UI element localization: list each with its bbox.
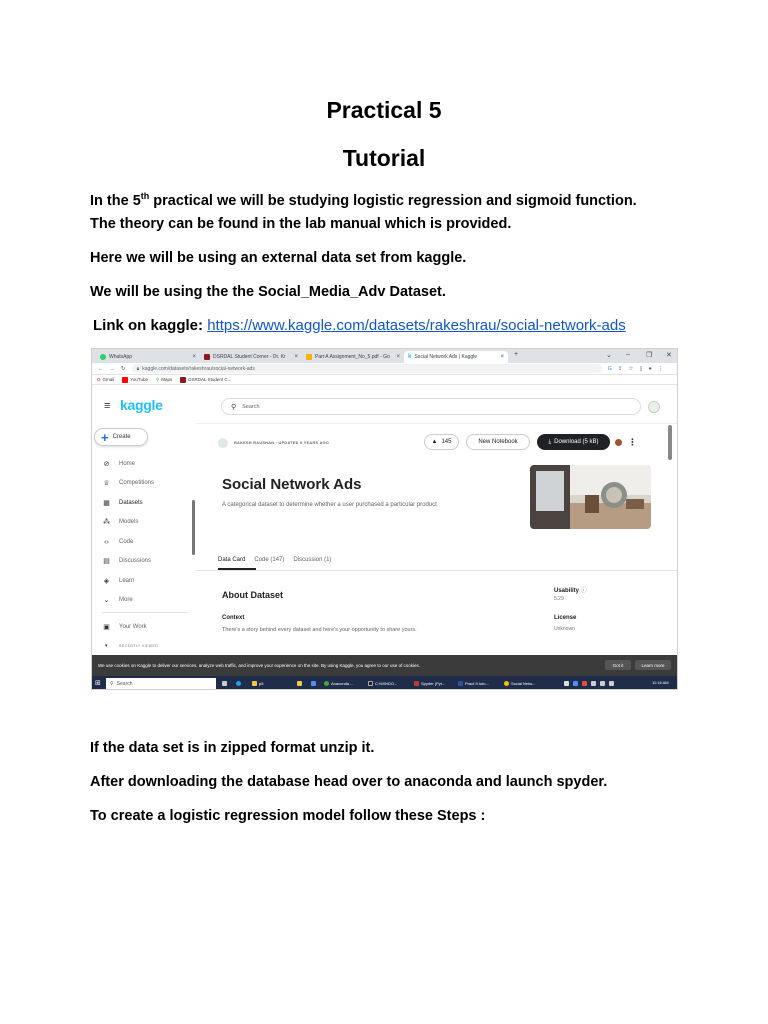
cookie-text: We use cookies on Kaggle to deliver our services, analyze web traffic, and improve your experience on the site. By using Kaggle, you agree to our use of cookies. xyxy=(98,663,421,668)
code-icon: ‹› xyxy=(104,538,109,546)
mail-icon[interactable] xyxy=(311,679,316,688)
kaggle-link[interactable]: https://www.kaggle.com/datasets/rakeshrau/social-network-ads xyxy=(207,317,626,334)
dataset-note: Here we will be using an external data set from kaggle. xyxy=(90,250,467,266)
chevron-down-icon: ⌄ xyxy=(103,597,110,604)
usability-value: 5.29 xyxy=(554,596,564,602)
bookmark-gmail[interactable] xyxy=(97,377,114,382)
taskbar-search-label: Search xyxy=(116,680,133,687)
sidebar-item-home[interactable] xyxy=(102,458,135,470)
nav-label: Home xyxy=(119,461,136,467)
got-it-button[interactable]: Got it xyxy=(605,660,631,670)
unzip-note: If the data set is in zipped format unzip it. xyxy=(90,740,375,756)
nav-label: Models xyxy=(119,519,139,525)
spyder-note: After downloading the database head over to anaconda and launch spyder. xyxy=(90,774,608,790)
chevron-down-icon: ▾ xyxy=(105,643,108,649)
youtube-icon xyxy=(122,377,128,383)
download-button[interactable] xyxy=(537,434,610,450)
url-field[interactable] xyxy=(132,364,602,373)
file-explorer-icon[interactable]: p5 xyxy=(252,679,263,688)
sidebar-scrollbar[interactable] xyxy=(192,500,195,555)
address-bar-row xyxy=(92,363,678,375)
maximize-icon[interactable]: ❐ xyxy=(646,352,653,359)
maps-pin-icon: ⚲ xyxy=(155,376,160,382)
nav-label: More xyxy=(119,597,133,603)
taskbar-misc-icon[interactable] xyxy=(297,679,302,688)
intro-sup: th xyxy=(140,191,150,202)
windows-start-icon[interactable]: ⊞ xyxy=(95,680,101,687)
nav-label: Code xyxy=(119,539,134,545)
link-label: Link on kaggle: xyxy=(93,317,208,334)
bookmark-dsrdal[interactable] xyxy=(180,377,231,383)
taskbar-app-label: Social Netw... xyxy=(511,681,536,686)
usability-label xyxy=(554,585,587,594)
bookmark-label: Maps xyxy=(161,377,173,382)
intro-line-1 xyxy=(90,189,690,213)
google-drive-icon xyxy=(306,354,312,360)
close-icon[interactable]: × xyxy=(396,354,400,360)
trophy-icon: ♕ xyxy=(103,480,110,487)
cookie-banner xyxy=(92,655,678,676)
tab-label: DSRDAL Student Corner - Dr. Kr xyxy=(213,354,286,360)
kaggle-logo[interactable]: kaggle xyxy=(120,397,163,413)
sidebar-item-datasets[interactable] xyxy=(102,497,143,509)
learn-more-button[interactable]: Learn more xyxy=(635,660,671,670)
search-icon: ⚲ xyxy=(110,680,114,687)
dataset-subtitle: A categorical dataset to determine whether a user purchased a particular product xyxy=(222,502,437,508)
cover-photo xyxy=(530,465,651,529)
dsrdal-icon xyxy=(180,377,186,383)
bookmark-label: YouTube xyxy=(130,377,148,382)
intro-line-2: The theory can be found in the lab manual which is provided. xyxy=(90,216,512,232)
create-button[interactable] xyxy=(94,428,148,446)
terminal-icon xyxy=(368,681,373,686)
spyder-icon xyxy=(414,681,419,686)
sidebar-item-models[interactable] xyxy=(102,516,138,528)
chevron-down-icon[interactable]: ⌄ xyxy=(606,352,612,359)
google-icon[interactable]: G xyxy=(607,365,612,372)
minimize-icon[interactable]: – xyxy=(626,351,630,358)
star-icon[interactable]: ☆ xyxy=(628,365,634,372)
bookmark-youtube[interactable] xyxy=(122,377,148,383)
bookmarks-bar xyxy=(92,375,678,385)
kaggle-link-line xyxy=(93,314,693,338)
tab-label: Part A Assignment_No_5.pdf - Go xyxy=(315,354,390,360)
sidebar-toggle-icon[interactable]: ▯ xyxy=(639,365,643,372)
models-icon: ⁂ xyxy=(103,519,110,526)
system-tray[interactable] xyxy=(564,679,614,688)
upvote-button[interactable] xyxy=(424,434,459,450)
share-icon[interactable]: ⇪ xyxy=(617,365,623,372)
table-icon: ▦ xyxy=(103,500,110,507)
window-close-icon[interactable]: ✕ xyxy=(666,352,672,359)
url-text: kaggle.com/datasets/rakeshrau/social-network-ads xyxy=(142,365,255,372)
user-avatar[interactable] xyxy=(648,401,660,413)
header-divider xyxy=(196,423,678,424)
task-view-icon[interactable] xyxy=(222,679,227,688)
vote-count: 145 xyxy=(441,439,452,445)
author-line[interactable]: RAKESH RAUSHAN · UPDATED 6 YEARS AGO xyxy=(234,441,330,445)
profile-icon[interactable]: ● xyxy=(648,365,652,372)
sidebar-item-code[interactable] xyxy=(102,536,133,548)
search-input[interactable] xyxy=(221,398,641,415)
menu-dots-icon[interactable]: ⋮ xyxy=(657,365,664,372)
new-notebook-button[interactable]: New Notebook xyxy=(466,434,530,450)
dataset-name: We will be using the the Social_Media_Adv Dataset. xyxy=(90,284,446,300)
gmail-icon: G xyxy=(97,377,101,382)
compass-icon: ⊘ xyxy=(103,461,110,468)
close-icon[interactable]: × xyxy=(500,354,504,360)
kaggle-screenshot xyxy=(91,348,678,690)
create-label: Create xyxy=(112,434,131,440)
taskbar-app-chrome[interactable] xyxy=(504,679,535,688)
tab-data-card[interactable]: Data Card xyxy=(218,557,246,563)
taskbar-app-label: C:\WINDO... xyxy=(375,681,398,686)
sidebar-item-more[interactable] xyxy=(102,594,133,606)
graduation-cap-icon: ◈ xyxy=(103,578,110,585)
new-tab-button[interactable]: + xyxy=(514,351,519,358)
dataset-tabs xyxy=(218,557,331,563)
browser-tab-dsrdal[interactable] xyxy=(200,351,302,363)
hamburger-menu-icon[interactable]: ≡ xyxy=(104,400,111,412)
browser-tab-kaggle[interactable] xyxy=(404,351,508,363)
kaggle-favicon-icon: k xyxy=(408,354,412,360)
close-icon[interactable]: × xyxy=(294,354,298,360)
dsrdal-icon xyxy=(204,354,210,360)
bookmark-label: DSRDAL Student C... xyxy=(188,377,232,382)
nav-label: Learn xyxy=(119,578,135,584)
plus-icon: + xyxy=(101,429,109,445)
tab-discussion[interactable]: Discussion (1) xyxy=(293,557,332,563)
whatsapp-icon xyxy=(100,354,106,360)
taskbar-clock: 11:16 AM xyxy=(652,680,669,685)
nav-label: Competitions xyxy=(119,480,155,486)
taskbar-app-word[interactable] xyxy=(458,679,489,688)
sidebar-item-competitions[interactable] xyxy=(102,477,154,489)
document-subtitle: Tutorial xyxy=(342,145,426,171)
taskbar-app-spyder[interactable] xyxy=(414,679,445,688)
comment-icon: ▤ xyxy=(103,558,110,565)
context-heading: Context xyxy=(222,615,245,621)
taskbar-app-anaconda[interactable] xyxy=(324,679,353,688)
license-label: License xyxy=(554,615,577,621)
intro-pre: In the 5 xyxy=(90,193,141,209)
anaconda-icon xyxy=(324,681,329,686)
clipboard-icon: ▣ xyxy=(103,624,110,631)
nav-label: Your Work xyxy=(119,624,147,630)
nav-label: Datasets xyxy=(119,500,143,506)
dataset-title: Social Network Ads xyxy=(222,476,362,493)
taskbar-app-label: Anaconda ... xyxy=(331,681,354,686)
more-options-icon[interactable]: ⋮ xyxy=(628,437,637,447)
edge-icon[interactable] xyxy=(236,679,241,688)
sidebar-item-your-work[interactable] xyxy=(102,621,147,633)
chrome-icon xyxy=(504,681,509,686)
reload-icon[interactable]: ↻ xyxy=(121,365,126,372)
usability-label-text: Usability xyxy=(554,588,580,594)
tab-code[interactable]: Code (147) xyxy=(254,557,285,563)
close-icon[interactable]: × xyxy=(192,354,196,360)
tab-label: WhatsApp xyxy=(109,354,133,360)
download-label: Download (5 kB) xyxy=(554,439,599,445)
lock-icon: 🔒︎ xyxy=(136,365,140,372)
download-icon: ⤓ xyxy=(548,438,552,445)
word-icon xyxy=(458,681,463,686)
taskbar-app-label: Spyder (Pyt... xyxy=(421,681,446,686)
dataset-cover-image xyxy=(530,465,651,529)
main-scrollbar[interactable] xyxy=(668,425,672,460)
taskbar-app-label: Pract 5 tuto... xyxy=(465,681,489,686)
bookmark-maps[interactable] xyxy=(156,377,172,383)
kaggle-main xyxy=(196,385,678,655)
author-avatar[interactable] xyxy=(218,438,228,448)
collaborator-avatar[interactable] xyxy=(615,439,622,446)
back-arrow-icon[interactable]: ← xyxy=(98,365,104,372)
sidebar-recently-viewed[interactable] xyxy=(102,640,158,652)
nav-label: Discussions xyxy=(119,558,152,564)
info-icon[interactable]: ⓘ xyxy=(580,588,587,594)
kaggle-sidebar xyxy=(92,385,196,655)
upvote-arrow-icon: ▲ xyxy=(431,439,438,445)
document-title: Practical 5 xyxy=(326,97,442,123)
license-value: Unknown xyxy=(554,626,575,632)
forward-arrow-icon[interactable]: → xyxy=(109,365,115,372)
search-placeholder: Search xyxy=(242,403,260,410)
browser-tab-drive-pdf[interactable] xyxy=(302,351,404,363)
taskbar-search[interactable] xyxy=(106,678,216,689)
taskbar-app-cmd[interactable] xyxy=(368,679,397,688)
tab-label: Social Network Ads | Kaggle xyxy=(414,354,478,360)
tabs-divider xyxy=(196,570,678,571)
browser-tab-whatsapp[interactable] xyxy=(96,351,200,363)
recent-label: RECENTLY VIEWED xyxy=(119,644,159,648)
browser-tab-bar xyxy=(92,349,678,363)
search-icon: ⚲ xyxy=(231,403,237,411)
intro-post: practical we will be studying logistic regression and sigmoid function. xyxy=(149,193,637,209)
context-text: There's a story behind every dataset and here's your opportunity to share yours. xyxy=(222,627,417,633)
sidebar-item-learn[interactable] xyxy=(102,575,134,587)
steps-note: To create a logistic regression model follow these Steps : xyxy=(90,808,486,824)
sidebar-divider xyxy=(102,612,187,613)
about-heading: About Dataset xyxy=(222,590,284,600)
bookmark-label: Gmail xyxy=(102,377,115,382)
sidebar-item-discussions[interactable] xyxy=(102,555,151,567)
windows-taskbar xyxy=(92,676,678,690)
